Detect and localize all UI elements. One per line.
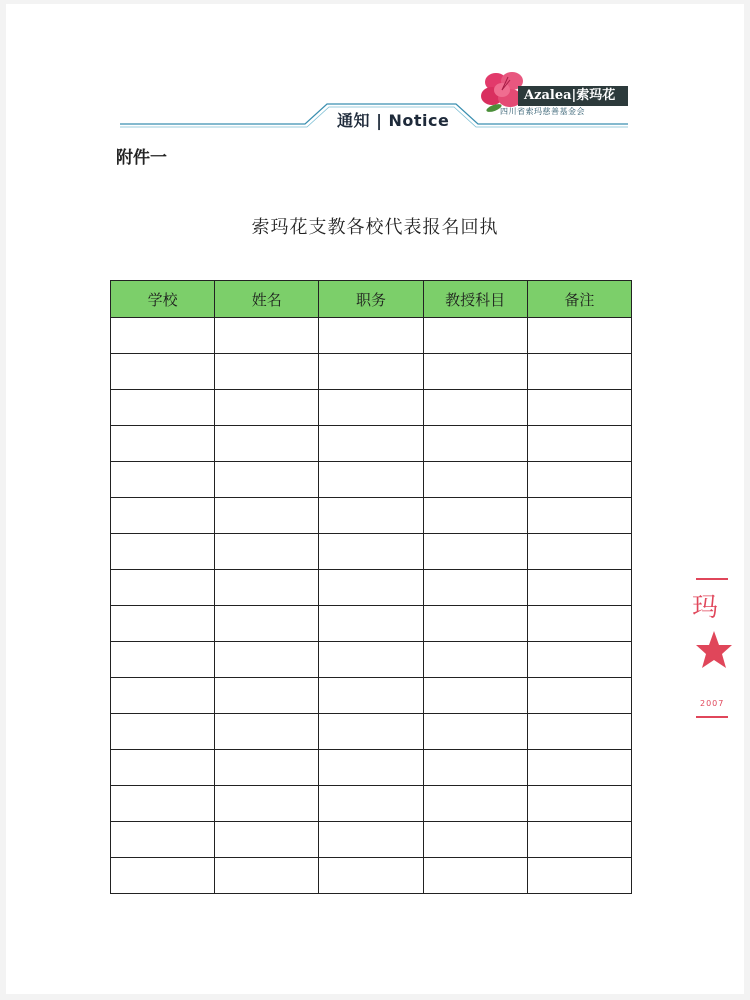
column-header-position: 职务 — [319, 281, 423, 318]
table-cell[interactable] — [319, 498, 423, 534]
table-cell[interactable] — [527, 318, 631, 354]
table-cell[interactable] — [111, 498, 215, 534]
table-cell[interactable] — [527, 642, 631, 678]
seal-character: 玛 — [692, 593, 719, 623]
registration-table — [110, 280, 632, 894]
table-cell[interactable] — [319, 606, 423, 642]
table-cell[interactable] — [215, 858, 319, 894]
table-cell[interactable] — [319, 750, 423, 786]
table-cell[interactable] — [111, 678, 215, 714]
table-cell[interactable] — [527, 606, 631, 642]
table-cell[interactable] — [215, 354, 319, 390]
table-cell[interactable] — [319, 642, 423, 678]
table-cell[interactable] — [423, 642, 527, 678]
table-cell[interactable] — [423, 570, 527, 606]
table-row — [111, 678, 632, 714]
table-row — [111, 858, 632, 894]
table-cell[interactable] — [215, 750, 319, 786]
column-header-subject: 教授科目 — [423, 281, 527, 318]
table-cell[interactable] — [111, 786, 215, 822]
table-row — [111, 822, 632, 858]
table-cell[interactable] — [527, 462, 631, 498]
table-cell[interactable] — [111, 390, 215, 426]
table-cell[interactable] — [215, 678, 319, 714]
form-title: 索玛花支教各校代表报名回执 — [251, 217, 499, 238]
seal-year: 2007 — [700, 699, 725, 708]
table-cell[interactable] — [215, 426, 319, 462]
table-cell[interactable] — [111, 318, 215, 354]
table-cell[interactable] — [111, 714, 215, 750]
table-cell[interactable] — [527, 822, 631, 858]
table-cell[interactable] — [527, 354, 631, 390]
table-cell[interactable] — [423, 714, 527, 750]
table-cell[interactable] — [527, 426, 631, 462]
table-cell[interactable] — [423, 606, 527, 642]
table-cell[interactable] — [215, 462, 319, 498]
table-cell[interactable] — [319, 570, 423, 606]
column-header-name: 姓名 — [215, 281, 319, 318]
table-cell[interactable] — [319, 390, 423, 426]
red-seal-stamp — [692, 575, 732, 725]
table-cell[interactable] — [423, 858, 527, 894]
table-cell[interactable] — [111, 570, 215, 606]
table-cell[interactable] — [215, 822, 319, 858]
table-cell[interactable] — [319, 426, 423, 462]
table-header-row — [111, 281, 632, 318]
table-cell[interactable] — [111, 354, 215, 390]
table-cell[interactable] — [423, 426, 527, 462]
table-cell[interactable] — [215, 642, 319, 678]
table-cell[interactable] — [111, 606, 215, 642]
table-cell[interactable] — [215, 570, 319, 606]
column-header-school: 学校 — [111, 281, 215, 318]
table-cell[interactable] — [527, 786, 631, 822]
table-cell[interactable] — [319, 714, 423, 750]
table-cell[interactable] — [319, 354, 423, 390]
table-cell[interactable] — [111, 642, 215, 678]
table-row — [111, 354, 632, 390]
table-row — [111, 534, 632, 570]
logo-subtext: 四川省索玛慈善基金会 — [500, 107, 585, 116]
table-cell[interactable] — [527, 714, 631, 750]
table-cell[interactable] — [215, 606, 319, 642]
table-row — [111, 786, 632, 822]
table-row — [111, 498, 632, 534]
table-cell[interactable] — [215, 318, 319, 354]
table-cell[interactable] — [527, 498, 631, 534]
table-cell[interactable] — [423, 822, 527, 858]
table-cell[interactable] — [215, 534, 319, 570]
table-cell[interactable] — [319, 786, 423, 822]
table-cell[interactable] — [319, 534, 423, 570]
table-cell[interactable] — [423, 678, 527, 714]
table-cell[interactable] — [111, 858, 215, 894]
table-cell[interactable] — [423, 318, 527, 354]
table-cell[interactable] — [111, 462, 215, 498]
table-cell[interactable] — [319, 318, 423, 354]
table-cell[interactable] — [111, 534, 215, 570]
table-cell[interactable] — [423, 498, 527, 534]
table-row — [111, 390, 632, 426]
attachment-label: 附件一 — [116, 148, 167, 168]
table-body — [111, 318, 632, 894]
table-cell[interactable] — [423, 750, 527, 786]
table-cell[interactable] — [527, 390, 631, 426]
table-row — [111, 318, 632, 354]
table-cell[interactable] — [215, 714, 319, 750]
foundation-logo — [478, 64, 638, 124]
logo-text: Azalea|索玛花 — [518, 86, 628, 106]
table-cell[interactable] — [319, 678, 423, 714]
table-row — [111, 426, 632, 462]
table-cell[interactable] — [215, 498, 319, 534]
table-row — [111, 750, 632, 786]
table-cell[interactable] — [111, 750, 215, 786]
table-row — [111, 714, 632, 750]
table-cell[interactable] — [423, 354, 527, 390]
table-cell[interactable] — [319, 462, 423, 498]
table-cell[interactable] — [319, 858, 423, 894]
table-cell[interactable] — [423, 390, 527, 426]
table-cell[interactable] — [111, 426, 215, 462]
table-cell[interactable] — [527, 858, 631, 894]
table-cell[interactable] — [319, 822, 423, 858]
table-cell[interactable] — [527, 570, 631, 606]
table-cell[interactable] — [527, 534, 631, 570]
table-row — [111, 642, 632, 678]
table-cell[interactable] — [215, 390, 319, 426]
table-row — [111, 462, 632, 498]
table-cell[interactable] — [111, 822, 215, 858]
table-cell[interactable] — [527, 678, 631, 714]
table-cell[interactable] — [423, 462, 527, 498]
table-row — [111, 570, 632, 606]
notice-title: 通知 | Notice — [337, 111, 450, 130]
table-cell[interactable] — [423, 786, 527, 822]
column-header-remarks: 备注 — [527, 281, 631, 318]
table-cell[interactable] — [423, 534, 527, 570]
table-cell[interactable] — [527, 750, 631, 786]
table-cell[interactable] — [215, 786, 319, 822]
table-row — [111, 606, 632, 642]
